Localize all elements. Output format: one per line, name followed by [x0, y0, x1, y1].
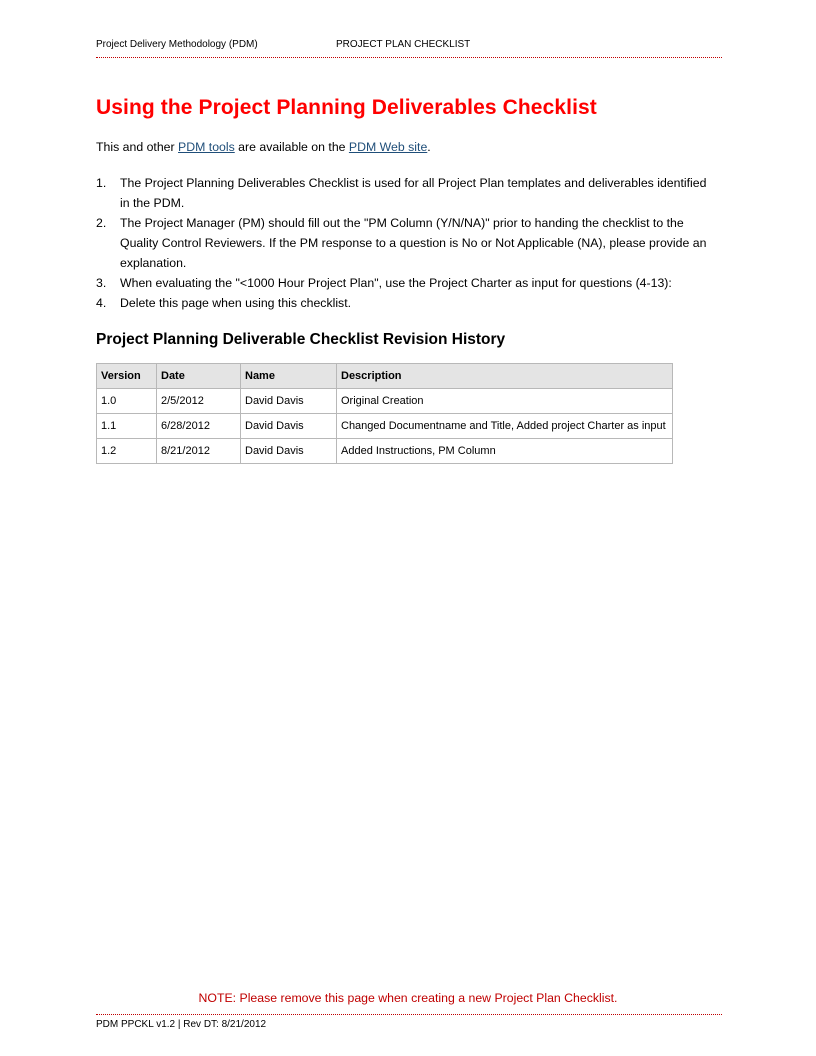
cell-description: Added Instructions, PM Column — [337, 439, 673, 464]
revision-history-table — [96, 363, 673, 464]
intro-prefix: This and other — [96, 140, 179, 154]
cell-date: 8/21/2012 — [157, 439, 241, 464]
pdm-tools-link[interactable]: PDM tools — [178, 140, 235, 154]
cell-name: David Davis — [241, 414, 337, 439]
removal-note: NOTE: Please remove this page when creating a new Project Plan Checklist. — [198, 991, 618, 1005]
table-row — [97, 414, 673, 439]
cell-name: David Davis — [241, 389, 337, 414]
page-footer: PDM PPCKL v1.2 | Rev DT: 8/21/2012 — [96, 1019, 267, 1030]
instruction-item — [96, 213, 716, 273]
instruction-number: 1. — [96, 176, 107, 190]
instruction-number: 2. — [96, 216, 107, 230]
revision-history-heading: Project Planning Deliverable Checklist Revision History — [96, 331, 506, 348]
header-divider — [96, 57, 722, 58]
table-row — [97, 389, 673, 414]
pdm-web-site-link[interactable]: PDM Web site — [348, 140, 428, 154]
instruction-text: The Project Manager (PM) should fill out the "PM Column (Y/N/NA)" prior to handing the checklist to the Quality Control Reviewers. If the PM response to a question is No or Not Applicable (NA), please provide an explanation. — [120, 216, 707, 270]
instruction-number: 4. — [96, 296, 107, 310]
header-methodology: Project Delivery Methodology (PDM) — [96, 39, 258, 50]
instruction-item — [96, 273, 716, 293]
column-header-version: Version — [97, 364, 157, 389]
header-document-type: PROJECT PLAN CHECKLIST — [336, 39, 471, 50]
instruction-number: 3. — [96, 276, 107, 290]
intro-paragraph — [96, 140, 431, 154]
intro-middle: are available on the — [234, 140, 349, 154]
cell-date: 6/28/2012 — [157, 414, 241, 439]
page-title: Using the Project Planning Deliverables Checklist — [96, 96, 597, 119]
column-header-description: Description — [337, 364, 673, 389]
instruction-text: The Project Planning Deliverables Checklist is used for all Project Plan templates and deliverables identified in the PDM. — [120, 176, 707, 210]
column-header-name: Name — [241, 364, 337, 389]
instruction-text: Delete this page when using this checklist. — [120, 296, 352, 310]
cell-version: 1.2 — [97, 439, 157, 464]
cell-version: 1.0 — [97, 389, 157, 414]
footer-divider — [96, 1014, 722, 1015]
intro-suffix: . — [427, 140, 431, 154]
instruction-item — [96, 293, 716, 313]
instruction-text: When evaluating the "<1000 Hour Project Plan", use the Project Charter as input for questions (4-13): — [120, 276, 672, 290]
table-header-row — [97, 364, 673, 389]
cell-name: David Davis — [241, 439, 337, 464]
cell-description: Original Creation — [337, 389, 673, 414]
instruction-item — [96, 173, 716, 213]
cell-version: 1.1 — [97, 414, 157, 439]
cell-date: 2/5/2012 — [157, 389, 241, 414]
instruction-list — [96, 173, 716, 313]
table-row — [97, 439, 673, 464]
cell-description: Changed Documentname and Title, Added project Charter as input — [337, 414, 673, 439]
column-header-date: Date — [157, 364, 241, 389]
